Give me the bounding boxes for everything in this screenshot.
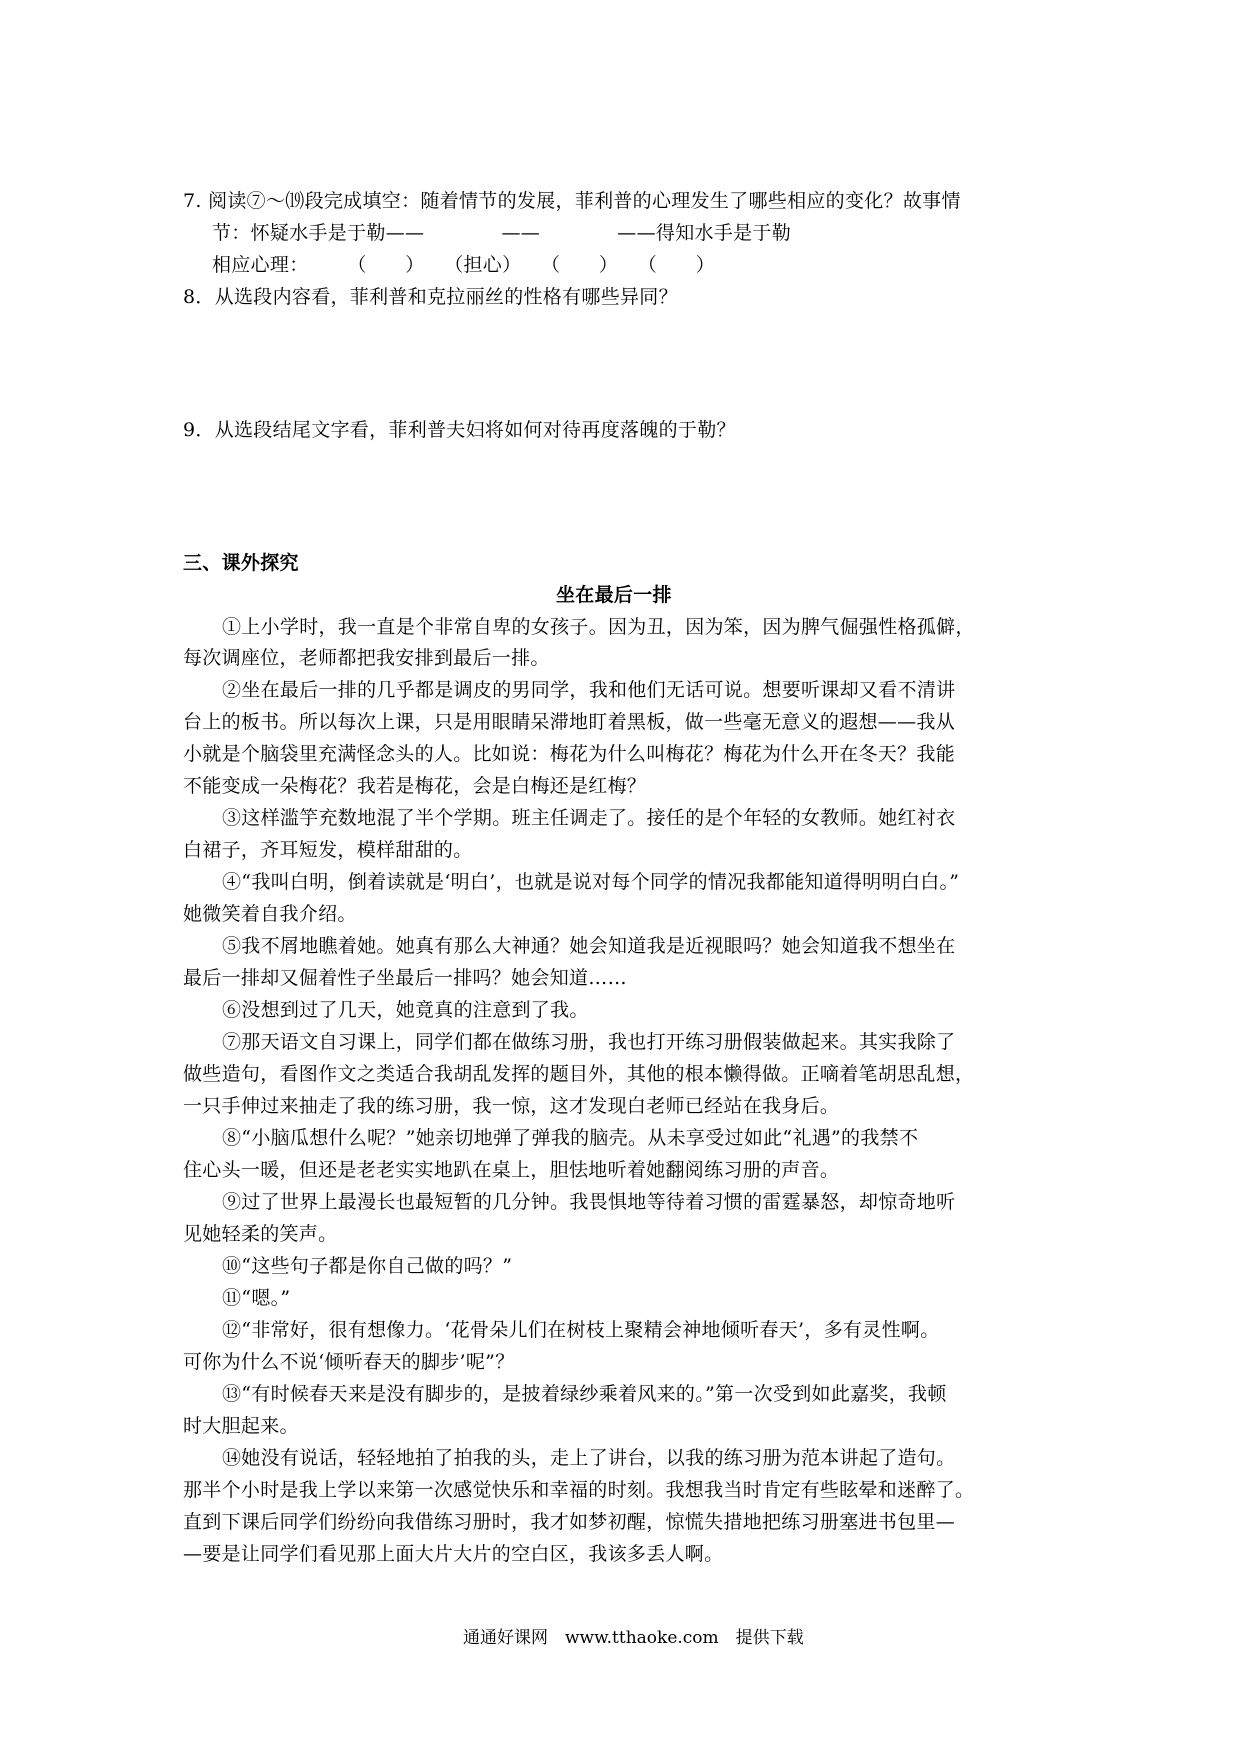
question-9: 9．从选段结尾文字看，菲利普夫妇将如何对待再度落魄的于勒？ bbox=[183, 419, 736, 441]
passage-line: ⑪“嗯。” bbox=[222, 1287, 291, 1309]
passage-line: 小就是个脑袋里充满怪念头的人。比如说：梅花为什么叫梅花？梅花为什么开在冬天？我能 bbox=[183, 743, 956, 765]
passage-line: 白裙子，齐耳短发，模样甜甜的。 bbox=[183, 839, 473, 861]
question-7-line-3: 相应心理： （ ） （担心） （ ） （ ） bbox=[212, 254, 716, 276]
passage-line: 时大胆起来。 bbox=[183, 1415, 299, 1437]
passage-line: 她微笑着自我介绍。 bbox=[183, 903, 357, 925]
passage-line: ④“我叫白明，倒着读就是‘明白’，也就是说对每个同学的情况我都能知道得明明白白。” bbox=[222, 871, 960, 893]
passage-line: ①上小学时，我一直是个非常自卑的女孩子。因为丑，因为笨，因为脾气倔强性格孤僻， bbox=[222, 616, 975, 638]
passage-line: —要是让同学们看见那上面大片大片的空白区，我该多丢人啊。 bbox=[183, 1543, 724, 1565]
passage-line: 不能变成一朵梅花？我若是梅花，会是白梅还是红梅？ bbox=[183, 775, 647, 797]
passage-line: ⑦那天语文自习课上，同学们都在做练习册，我也打开练习册假装做起来。其实我除了 bbox=[222, 1031, 956, 1053]
passage-line: 最后一排却又倔着性子坐最后一排吗？她会知道…… bbox=[183, 967, 627, 989]
question-7-line-2: 节：怀疑水手是于勒—— —— ——得知水手是于勒 bbox=[212, 222, 792, 244]
passage-line: 每次调座位，老师都把我安排到最后一排。 bbox=[183, 647, 550, 669]
passage-line: 台上的板书。所以每次上课，只是用眼睛呆滞地盯着黑板，做一些毫无意义的遐想——我从 bbox=[183, 711, 956, 733]
page-footer: 通通好课网 www.tthaoke.com 提供下载 bbox=[463, 1628, 804, 1648]
passage-title: 坐在最后一排 bbox=[556, 584, 672, 606]
passage-line: ③这样滥竽充数地混了半个学期。班主任调走了。接任的是个年轻的女教师。她红衬衣 bbox=[222, 807, 956, 829]
passage-line: 做些造句，看图作文之类适合我胡乱发挥的题目外，其他的根本懒得做。正嘀着笔胡思乱想， bbox=[183, 1063, 975, 1085]
passage-line: ⑤我不屑地瞧着她。她真有那么大神通？她会知道我是近视眼吗？她会知道我不想坐在 bbox=[222, 935, 956, 957]
passage-line: ⑧“小脑瓜想什么呢？”她亲切地弹了弹我的脑壳。从未享受过如此“礼遇”的我禁不 bbox=[222, 1127, 919, 1149]
passage-line: ⑫“非常好，很有想像力。‘花骨朵儿们在树枝上聚精会神地倾听春天’，多有灵性啊。 bbox=[222, 1319, 940, 1341]
section-heading: 三、课外探究 bbox=[183, 552, 299, 574]
passage-line: ⑩“这些句子都是你自己做的吗？” bbox=[222, 1255, 513, 1277]
passage-line: 住心头一暖，但还是老老实实地趴在桌上，胆怯地听着她翻阅练习册的声音。 bbox=[183, 1159, 840, 1181]
passage-line: ⑬“有时候春天来是没有脚步的，是披着绿纱乘着风来的。”第一次受到如此嘉奖，我顿 bbox=[222, 1383, 947, 1405]
passage-line: ⑨过了世界上最漫长也最短暂的几分钟。我畏惧地等待着习惯的雷霆暴怒，却惊奇地听 bbox=[222, 1191, 956, 1213]
passage-line: ⑭她没有说话，轻轻地拍了拍我的头，走上了讲台，以我的练习册为范本讲起了造句。 bbox=[222, 1447, 956, 1469]
passage-line: 见她轻柔的笑声。 bbox=[183, 1223, 338, 1245]
passage-line: 那半个小时是我上学以来第一次感觉快乐和幸福的时刻。我想我当时肯定有些眩晕和迷醉了。 bbox=[183, 1479, 975, 1501]
passage-line: ②坐在最后一排的几乎都是调皮的男同学，我和他们无话可说。想要听课却又看不清讲 bbox=[222, 679, 956, 701]
passage-line: 可你为什么不说‘倾听春天的脚步’呢”？ bbox=[183, 1351, 515, 1373]
question-7-line-1: 7. 阅读⑦～⒆段完成填空：随着情节的发展，菲利普的心理发生了哪些相应的变化？故事情 bbox=[183, 190, 961, 212]
passage-line: 一只手伸过来抽走了我的练习册，我一惊，这才发现白老师已经站在我身后。 bbox=[183, 1095, 840, 1117]
question-8: 8．从选段内容看，菲利普和克拉丽丝的性格有哪些异同？ bbox=[183, 286, 678, 308]
passage-line: 直到下课后同学们纷纷向我借练习册时，我才如梦初醒，惊慌失措地把练习册塞进书包里— bbox=[183, 1511, 956, 1533]
passage-line: ⑥没想到过了几天，她竟真的注意到了我。 bbox=[222, 999, 589, 1021]
